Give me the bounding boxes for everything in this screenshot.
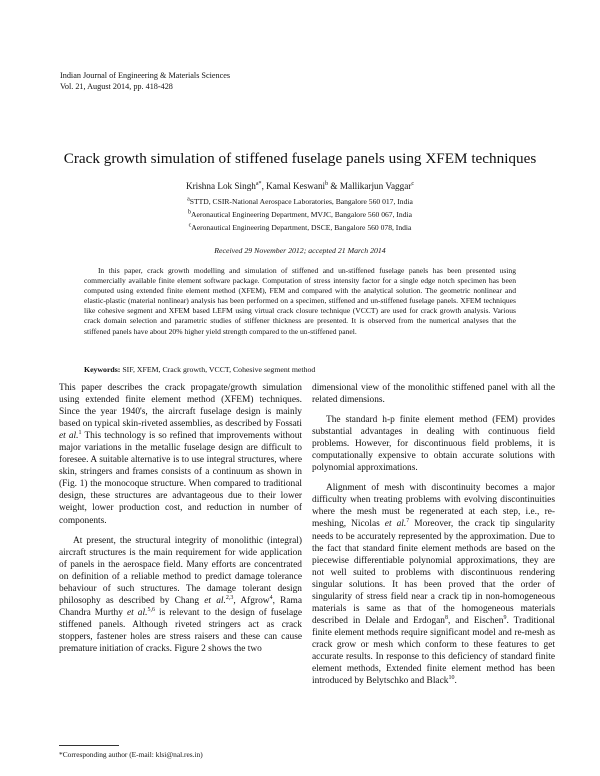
paragraph: This paper describes the crack propagate/growth simulation using extended finite element method (XFEM) techniques. Since the year 1940's, the aircraft fuselage design is mainly based on typical skin-riveted assemblies, as described by Fossati et al.$^1$ This technology is so refined that improvements without major variations in the metallic fuselage design are difficult to foresee. A suitable alternative is to use integral structures, where skin, stringers and frames consists of a continuum as shown in (Fig. 1) the monocoque structure. When compared to traditional design, these structures are advantageous due to their lower weight, lower production cost, and reduction in number of components. [59, 383, 302, 526]
body-left-column [59, 382, 302, 655]
affiliation [0, 210, 600, 219]
author-name: Krishna Lok Singh [185, 181, 256, 191]
author-name: Kamal Keswani [266, 181, 326, 191]
author-sep: , [261, 181, 267, 191]
affiliation [0, 223, 600, 232]
affiliation-sup: b [187, 209, 191, 216]
paragraph: dimensional view of the monolithic stiffened panel with all the related dimensions. [312, 383, 555, 406]
author-sup: b [325, 180, 329, 187]
author-list [0, 181, 600, 191]
author-name: Mallikarjun Vaggar [339, 181, 412, 191]
paragraph: Alignment of mesh with discontinuity becomes a major difficulty when treating problems with evolving discontinuities where the mesh must be regenerated at each step, i.e., re-meshing, Nicolas et al.$^7$ Moreover, the crack tip singularity needs to be accurately represented by the approximation. Due to the fact that standard finite element methods are based on the piecewise differentiable polynomial approximations, they are not well suited to problems with discontinuous rendering singular solutions. It has been proved that the order of singularity of stress field near a crack tip in non-homogeneous materials is same as that of the homogeneous materials described in Delale and Erdogan$^8$, and Eischen$^9$. Traditional finite element methods require significant model and re-mesh as crack grow or mesh which conform to these features to get accurate results. In response to this deficiency of standard finite element methods, Extended finite element method has been introduced by Belytschko and Black$^{10}$. [312, 483, 555, 687]
affiliation [0, 197, 600, 206]
affiliation-text: STTD, CSIR-National Aerospace Laboratories, Bangalore 560 017, India [189, 197, 413, 206]
journal-issue: Vol. 21, August 2014, pp. 418-428 [60, 82, 173, 91]
footnote-rule [59, 745, 119, 746]
received-dates: Received 29 November 2012; accepted 21 March 2014 [214, 246, 386, 255]
keywords-label: Keywords: [84, 365, 121, 374]
author-sup: c [411, 180, 415, 187]
journal-name: Indian Journal of Engineering & Materials Sciences [60, 71, 231, 80]
affiliation-text: Aeronautical Engineering Department, MVJC, Bangalore 560 067, India [190, 210, 412, 219]
journal-header [60, 70, 230, 92]
affiliation-sup: a [187, 196, 190, 203]
affiliation-text: Aeronautical Engineering Department, DSCE, Bangalore 560 078, India [191, 223, 412, 232]
abstract: In this paper, crack growth modelling and simulation of stiffened and un-stiffened fuselage panels has been presented using commercially available finite element software package. Computation of stress intensity factor for a single edge notch specimen has been computed using extended finite element method (XFEM), FEM and compared with the analytical solution. The geometric nonlinear and elastic-plastic (material nonlinear) analysis has been performed on a specimen, stiffened and un-stiffened fuselage panels. XFEM techniques like cohesive segment and XFEM based LEFM using virtual crack closure technique (VCCT) are used for crack growth analysis. Various crack domain selection and parametric studies of stiffener thickness are presented. It is observed from the numerical analyses that the stiffened panels have about 20% higher yield strength compared to the un-stiffened panel. [84, 266, 516, 336]
author-sup: a* [255, 180, 262, 187]
paper-title: Crack growth simulation of stiffened fuselage panels using XFEM techniques [63, 150, 537, 167]
affiliation-sup: c [188, 222, 192, 229]
keywords-text: SIF, XFEM, Crack growth, VCCT, Cohesive segment method [122, 365, 316, 374]
keywords [84, 365, 315, 374]
body-right-column [312, 382, 555, 687]
author-sep: & [328, 181, 340, 191]
paragraph: At present, the structural integrity of monolithic (integral) aircraft structures is the main requirement for wide application of panels in the aerospace field. Many efforts are concentrated on definition of a reliable method to predict damage tolerance behaviour of such structures. The damage tolerant design philosophy as described by Chang et al.$^{2,3}$, Afgrow$^4$, Rama Chandra Murthy et al.$^{5,6}$ is relevant to the design of fuselage stiffened panels. Although riveted stringers act as crack stoppers, fastener holes are stress raisers and these can cause premature initiation of cracks. Figure 2 shows the two [59, 535, 302, 654]
footnote: *Corresponding author (E-mail: klsi@nal.res.in) [59, 750, 203, 759]
paragraph: The standard h-p finite element method (FEM) provides substantial advantages in dealing with continuous field problems. However, for discontinuous field problems, it is computationally expensive to obtain accurate solutions with polynomial approximations. [312, 415, 555, 474]
